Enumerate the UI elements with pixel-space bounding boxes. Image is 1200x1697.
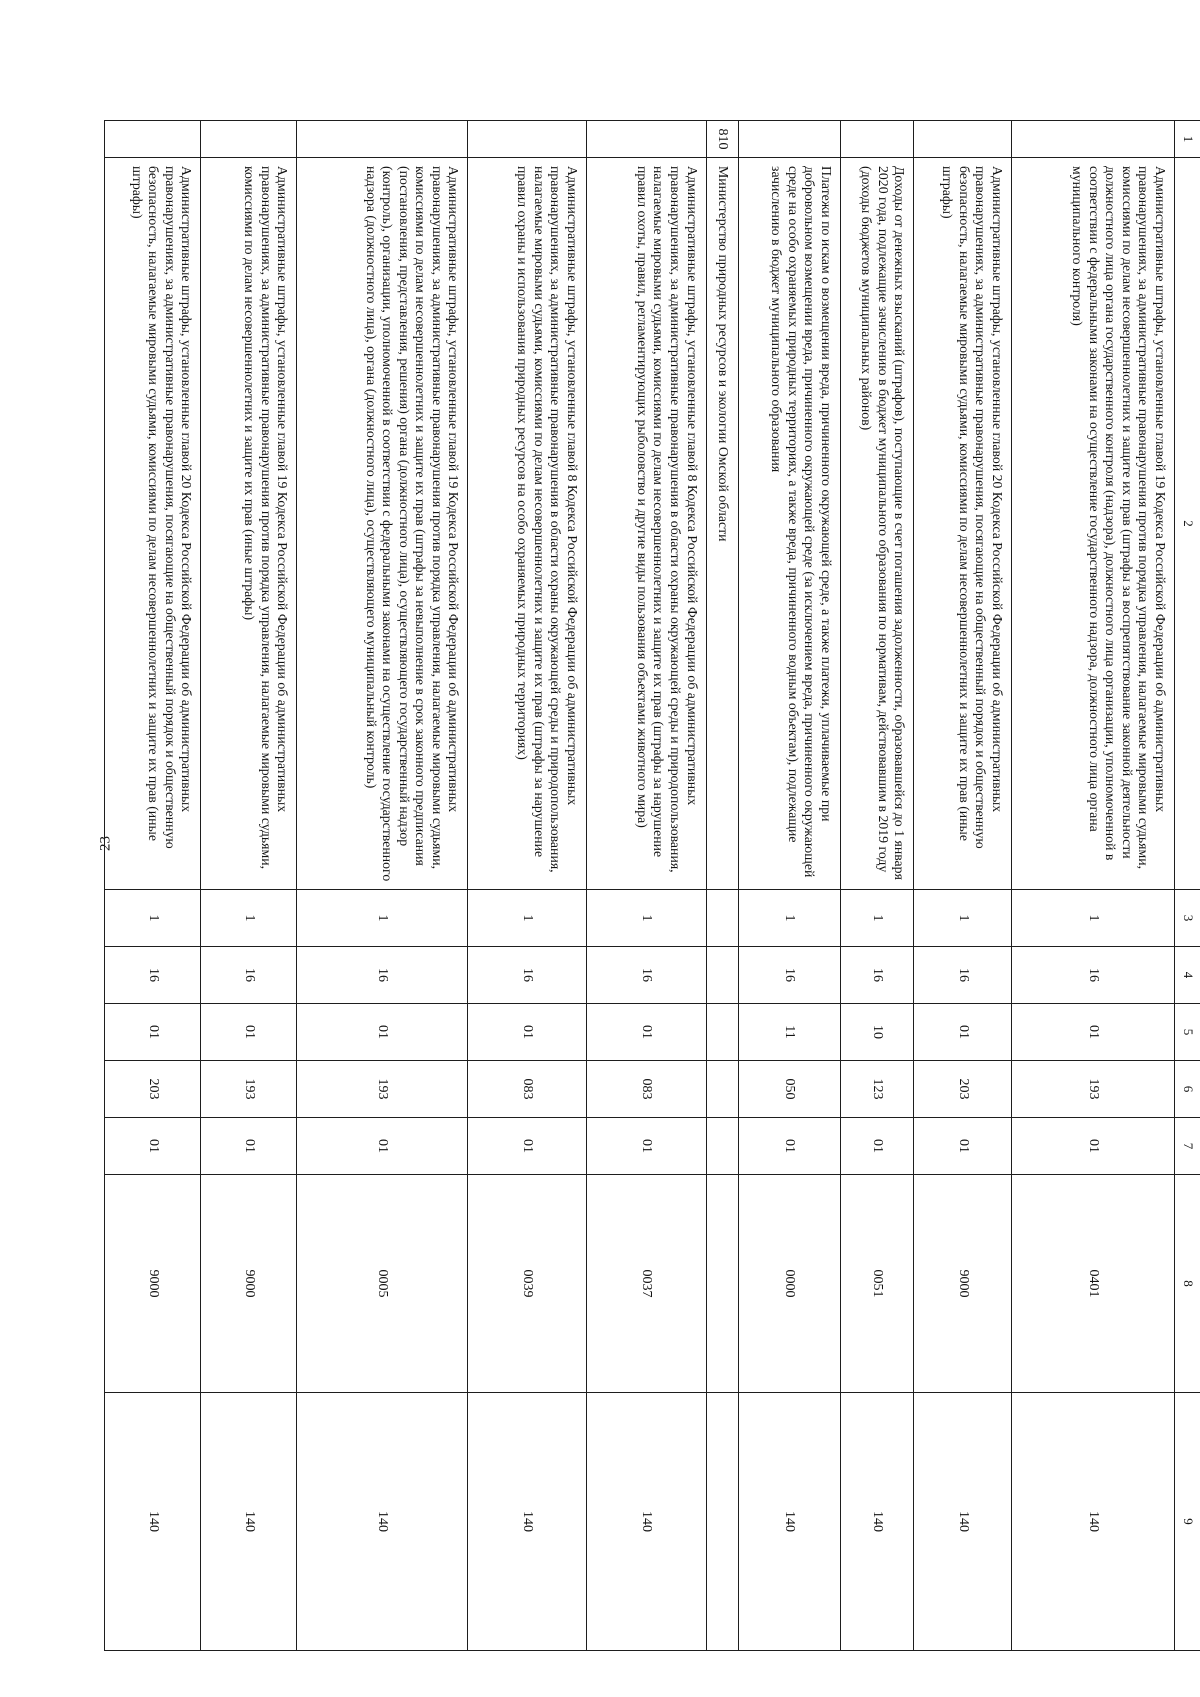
ministry-row xyxy=(706,121,738,1651)
description-cell: Административные штрафы, установленные главой 19 Кодекса Российской Федерации об административных правонарушениях, за административные правонарушения против порядка управления, налагаемые мировыми судьями, комиссиями по делам несовершеннолетних и защите их прав (штрафы за невыполнение в срок законного предписания (постановления, представления, решения) органа (должностного лица), осуществляющего государственный надзор (контроль), организации, уполномоченной в соответствии с федеральными законами на осуществление государственного надзора (должностного лица), органа (должностного лица), осуществляющего муниципальный контроль) xyxy=(297,158,468,890)
empty-cell xyxy=(706,1061,738,1118)
table-row xyxy=(914,121,1011,1651)
empty-cell xyxy=(706,947,738,1004)
table-row xyxy=(738,121,840,1651)
empty-cell xyxy=(706,1118,738,1175)
code-cell: 0051 xyxy=(840,1175,914,1393)
budget-codes-table xyxy=(104,120,1200,1651)
code-cell: 16 xyxy=(840,947,914,1004)
code-cell: 9000 xyxy=(914,1175,1011,1393)
table-row xyxy=(105,121,201,1651)
rotated-table-container xyxy=(104,120,1200,1650)
page-number: 23 xyxy=(97,836,114,851)
code-cell: 01 xyxy=(297,1118,468,1175)
column-header: 2 xyxy=(1175,158,1200,890)
code-cell: 16 xyxy=(738,947,840,1004)
code-cell: 1 xyxy=(1011,890,1174,947)
column-header: 9 xyxy=(1175,1393,1200,1651)
code-cell: 01 xyxy=(1011,1004,1174,1061)
column-header: 5 xyxy=(1175,1004,1200,1061)
code-cell: 140 xyxy=(586,1393,706,1651)
description-cell: Административные штрафы, установленные главой 20 Кодекса Российской Федерации об административных правонарушениях, за административные правонарушения, посягающие на общественный порядок и общественную безопасность, налагаемые мировыми судьями, комиссиями по делам несовершеннолетних и защите их прав (иные штрафы) xyxy=(105,158,201,890)
code-cell: 16 xyxy=(201,947,297,1004)
admin-code-cell xyxy=(586,121,706,158)
code-cell: 123 xyxy=(840,1061,914,1118)
code-cell: 1 xyxy=(840,890,914,947)
code-cell: 193 xyxy=(297,1061,468,1118)
table-row xyxy=(468,121,587,1651)
code-cell: 1 xyxy=(297,890,468,947)
code-cell: 140 xyxy=(297,1393,468,1651)
admin-code-cell xyxy=(840,121,914,158)
empty-cell xyxy=(706,890,738,947)
admin-code-cell xyxy=(468,121,587,158)
code-cell: 0039 xyxy=(468,1175,587,1393)
code-cell: 0401 xyxy=(1011,1175,1174,1393)
code-cell: 1 xyxy=(468,890,587,947)
table-row xyxy=(586,121,706,1651)
code-cell: 01 xyxy=(297,1004,468,1061)
code-cell: 01 xyxy=(201,1004,297,1061)
code-cell: 01 xyxy=(738,1118,840,1175)
code-cell: 140 xyxy=(738,1393,840,1651)
ministry-name-cell: Министерство природных ресурсов и экологии Омской области xyxy=(706,158,738,890)
code-cell: 01 xyxy=(468,1004,587,1061)
code-cell: 1 xyxy=(738,890,840,947)
description-cell: Административные штрафы, установленные главой 8 Кодекса Российской Федерации об административных правонарушениях, за административные правонарушения в области охраны окружающей среды и природопользования, налагаемые мировыми судьями, комиссиями по делам несовершеннолетних и защите их прав (штрафы за нарушение правил охраны и использования природных ресурсов на особо охраняемых природных территориях) xyxy=(468,158,587,890)
code-cell: 083 xyxy=(468,1061,587,1118)
code-cell: 16 xyxy=(586,947,706,1004)
empty-cell xyxy=(706,1004,738,1061)
code-cell: 050 xyxy=(738,1061,840,1118)
code-cell: 1 xyxy=(914,890,1011,947)
code-cell: 16 xyxy=(468,947,587,1004)
code-cell: 01 xyxy=(105,1004,201,1061)
code-cell: 11 xyxy=(738,1004,840,1061)
code-cell: 193 xyxy=(1011,1061,1174,1118)
admin-code-cell xyxy=(105,121,201,158)
code-cell: 140 xyxy=(468,1393,587,1651)
empty-cell xyxy=(706,1175,738,1393)
table-row xyxy=(201,121,297,1651)
code-cell: 16 xyxy=(297,947,468,1004)
column-header: 7 xyxy=(1175,1118,1200,1175)
code-cell: 10 xyxy=(840,1004,914,1061)
code-cell: 01 xyxy=(840,1118,914,1175)
code-cell: 01 xyxy=(468,1118,587,1175)
code-cell: 203 xyxy=(105,1061,201,1118)
description-cell: Доходы от денежных взысканий (штрафов), поступающие в счет погашения задолженности, образовавшейся до 1 января 2020 года, подлежащие зачислению в бюджет муниципального образования по нормативам, действовавшим в 2019 году (доходы бюджетов муниципальных районов) xyxy=(840,158,914,890)
description-cell: Административные штрафы, установленные главой 8 Кодекса Российской Федерации об административных правонарушениях, за административные правонарушения в области охраны окружающей среды и природопользования, налагаемые мировыми судьями, комиссиями по делам несовершеннолетних и защите их прав (штрафы за нарушение правил охоты, правил, регламентирующих рыболовство и другие виды пользования объектами животного мира) xyxy=(586,158,706,890)
column-header: 3 xyxy=(1175,890,1200,947)
code-cell: 01 xyxy=(586,1004,706,1061)
code-cell: 16 xyxy=(914,947,1011,1004)
table-row xyxy=(1011,121,1174,1651)
code-cell: 16 xyxy=(105,947,201,1004)
code-cell: 140 xyxy=(840,1393,914,1651)
code-cell: 083 xyxy=(586,1061,706,1118)
description-cell: Административные штрафы, установленные главой 20 Кодекса Российской Федерации об административных правонарушениях, за административные правонарушения, посягающие на общественный порядок и общественную безопасность, налагаемые мировыми судьями, комиссиями по делам несовершеннолетних и защите их прав (иные штрафы) xyxy=(914,158,1011,890)
code-cell: 140 xyxy=(914,1393,1011,1651)
admin-code-cell xyxy=(738,121,840,158)
code-cell: 01 xyxy=(586,1118,706,1175)
admin-code-cell xyxy=(201,121,297,158)
code-cell: 203 xyxy=(914,1061,1011,1118)
code-cell: 140 xyxy=(201,1393,297,1651)
empty-cell xyxy=(706,1393,738,1651)
description-cell: Административные штрафы, установленные главой 19 Кодекса Российской Федерации об административных правонарушениях, за административные правонарушения против порядка управления, налагаемые мировыми судьями, комиссиями по делам несовершеннолетних и защите их прав (штрафы за воспрепятствование законной деятельности должностного лица органа государственного контроля (надзора), должностного лица организации, уполномоченной в соответствии с федеральными законами на осуществление государственного надзора, должностного лица органа муниципального контроля) xyxy=(1011,158,1174,890)
admin-code-cell xyxy=(1011,121,1174,158)
admin-code-cell: 810 xyxy=(706,121,738,158)
table-row xyxy=(297,121,468,1651)
code-cell: 1 xyxy=(586,890,706,947)
code-cell: 140 xyxy=(105,1393,201,1651)
column-header: 6 xyxy=(1175,1061,1200,1118)
code-cell: 01 xyxy=(914,1004,1011,1061)
code-cell: 0037 xyxy=(586,1175,706,1393)
code-cell: 0005 xyxy=(297,1175,468,1393)
code-cell: 1 xyxy=(201,890,297,947)
code-cell: 193 xyxy=(201,1061,297,1118)
column-header: 4 xyxy=(1175,947,1200,1004)
admin-code-cell xyxy=(914,121,1011,158)
code-cell: 01 xyxy=(1011,1118,1174,1175)
table-row xyxy=(840,121,914,1651)
code-cell: 16 xyxy=(1011,947,1174,1004)
admin-code-cell xyxy=(297,121,468,158)
description-cell: Административные штрафы, установленные главой 19 Кодекса Российской Федерации об административных правонарушениях, за административные правонарушения против порядка управления, налагаемые мировыми судьями, комиссиями по делам несовершеннолетних и защите их прав (иные штрафы) xyxy=(201,158,297,890)
column-header: 1 xyxy=(1175,121,1200,158)
description-cell: Платежи по искам о возмещении вреда, причиненного окружающей среде, а также платежи, уплачиваемые при добровольном возмещении вреда, причиненного окружающей среде (за исключением вреда, причиненного окружающей среде на особо охраняемых природных территориях, а также вреда, причиненного водным объектам), подлежащие зачислению в бюджет муниципального образования xyxy=(738,158,840,890)
code-cell: 1 xyxy=(105,890,201,947)
code-cell: 9000 xyxy=(201,1175,297,1393)
code-cell: 140 xyxy=(1011,1393,1174,1651)
column-header: 8 xyxy=(1175,1175,1200,1393)
code-cell: 01 xyxy=(105,1118,201,1175)
code-cell: 01 xyxy=(201,1118,297,1175)
column-number-row xyxy=(1175,121,1200,1651)
code-cell: 9000 xyxy=(105,1175,201,1393)
code-cell: 01 xyxy=(914,1118,1011,1175)
code-cell: 0000 xyxy=(738,1175,840,1393)
